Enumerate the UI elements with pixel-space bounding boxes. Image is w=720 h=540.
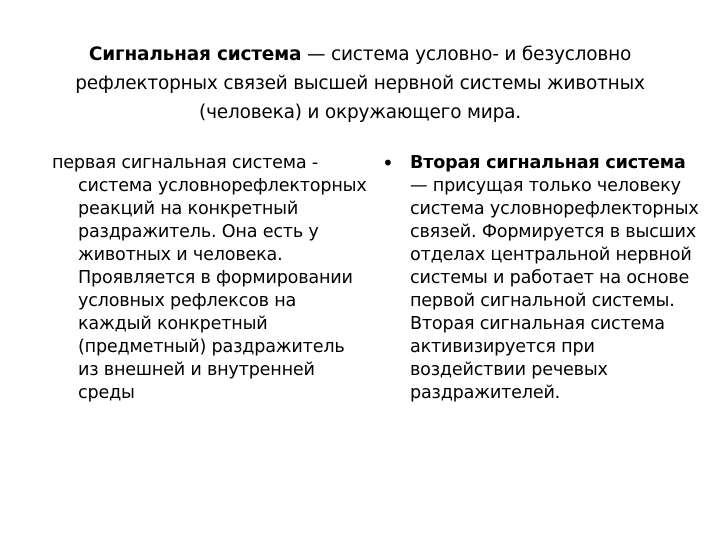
right-column-term: Вторая сигнальная система: [410, 153, 686, 173]
bullet-icon: •: [382, 151, 394, 175]
right-column-bullet-item: [382, 152, 702, 405]
title-definition: — система условно- и безусловно рефлекторных связей высшей нервной системы животных (человека) и окружающего мира.: [75, 44, 645, 123]
right-column-body: — присущая только человеку система условнорефлекторных связей. Формируется в высших отделах центральной нервной системы и работает на основе первой сигнальной системы. Вторая сигнальная система активизируется при воздействии речевых раздражителей.: [410, 176, 699, 403]
title-term: Сигнальная система: [88, 44, 302, 65]
left-column: [52, 152, 368, 405]
left-column-body: система условнорефлекторных реакций на конкретный раздражитель. Она есть у животных и человека. Проявляется в формировании условных рефлексов на каждый конкретный (предметный) раздражитель из внешней и внутренней среды: [78, 176, 367, 403]
right-column-text: [410, 152, 702, 405]
left-column-heading: первая сигнальная система -: [52, 153, 318, 173]
slide-title: [40, 40, 680, 127]
right-column: [382, 152, 702, 405]
